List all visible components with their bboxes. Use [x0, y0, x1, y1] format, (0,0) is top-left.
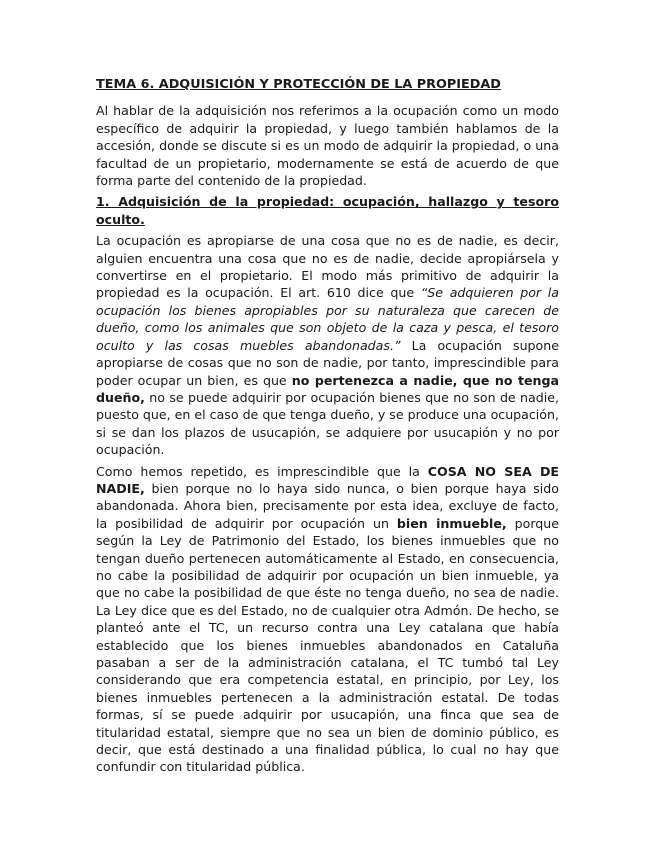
bold-phrase: no pertenezca a nadie, que no tenga dueño,: [96, 372, 559, 405]
article-quote: “Se adquieren por la ocupación los bienes apropiables por su naturaleza que carecen de dueño, como los animales que son objeto de la caza y pesca, el tesoro oculto y las cosas muebles abandonadas.”: [96, 285, 559, 353]
bold-phrase: COSA NO SEA DE NADIE,: [96, 463, 560, 496]
cosa-paragraph: [96, 463, 559, 776]
text-run: La ocupación es apropiarse de una cosa que no es de nadie, es decir, alguien encuentra una cosa que no es de nadie, decide apropiársela y convertirse en el propietario. El modo más primitivo de adquirir la propiedad es la ocupación. El art. 610 dice que: [96, 233, 559, 301]
document-page: [96, 76, 559, 780]
text-run: no se puede adquirir por ocupación bienes que no son de nadie, puesto que, en el caso de que tenga dueño, y se produce una ocupación, si se dan los plazos de usucapión, se adquiere por usucapión y no por ocupación.: [96, 389, 559, 458]
section-heading: 1. Adquisición de la propiedad: ocupación, hallazgo y tesoro oculto.: [96, 194, 559, 227]
ocupacion-paragraph: [96, 232, 559, 458]
text-run: bien porque no lo haya sido nunca, o bien porque haya sido abandonada. Ahora bien, precisamente por esta idea, excluye de facto, la posibilidad de adquirir por ocupación un: [96, 480, 559, 531]
bold-phrase: bien inmueble,: [396, 515, 507, 531]
document-title: TEMA 6. ADQUISICIÓN Y PROTECCIÓN DE LA PROPIEDAD: [96, 77, 501, 92]
intro-paragraph: Al hablar de la adquisición nos referimos a la ocupación como un modo específico de adquirir la propiedad, y luego también hablamos de la accesión, donde se discute si es un modo de adquirir la propiedad, o una facultad de un propietario, modernamente se está de acuerdo de que forma parte del contenido de la propiedad.: [96, 103, 559, 189]
text-run: La ocupación supone apropiarse de cosas que no son de nadie, por tanto, imprescindible para poder ocupar un bien, es que: [96, 337, 559, 388]
text-run: Como hemos repetido, es imprescindible que la: [96, 463, 428, 479]
text-run: porque según la Ley de Patrimonio del Estado, los bienes inmuebles que no tengan dueño pertenecen automáticamente al Estado, en consecuencia, no cabe la posibilidad de adquirir por ocupación un bien inmueble, ya que no cabe la posibilidad de que éste no tenga dueño, no sea de nadie. La Ley dice que es del Estado, no de cualquier otra Admón. De hecho, se planteó ante el TC, un recurso contra una Ley catalana que había establecido que los bienes inmuebles abandonados en Cataluña pasaban a ser de la administración catalana, el TC tumbó tal Ley considerando que era competencia estatal, en principio, por Ley, los bienes inmuebles pertenecen a la administración estatal. De todas formas, sí se puede adquirir por usucapión, una finca que sea de titularidad estatal, siempre que no sea un bien de dominio público, es decir, que está destinado a una finalidad pública, lo cual no hay que confundir con titularidad pública.: [96, 515, 560, 775]
